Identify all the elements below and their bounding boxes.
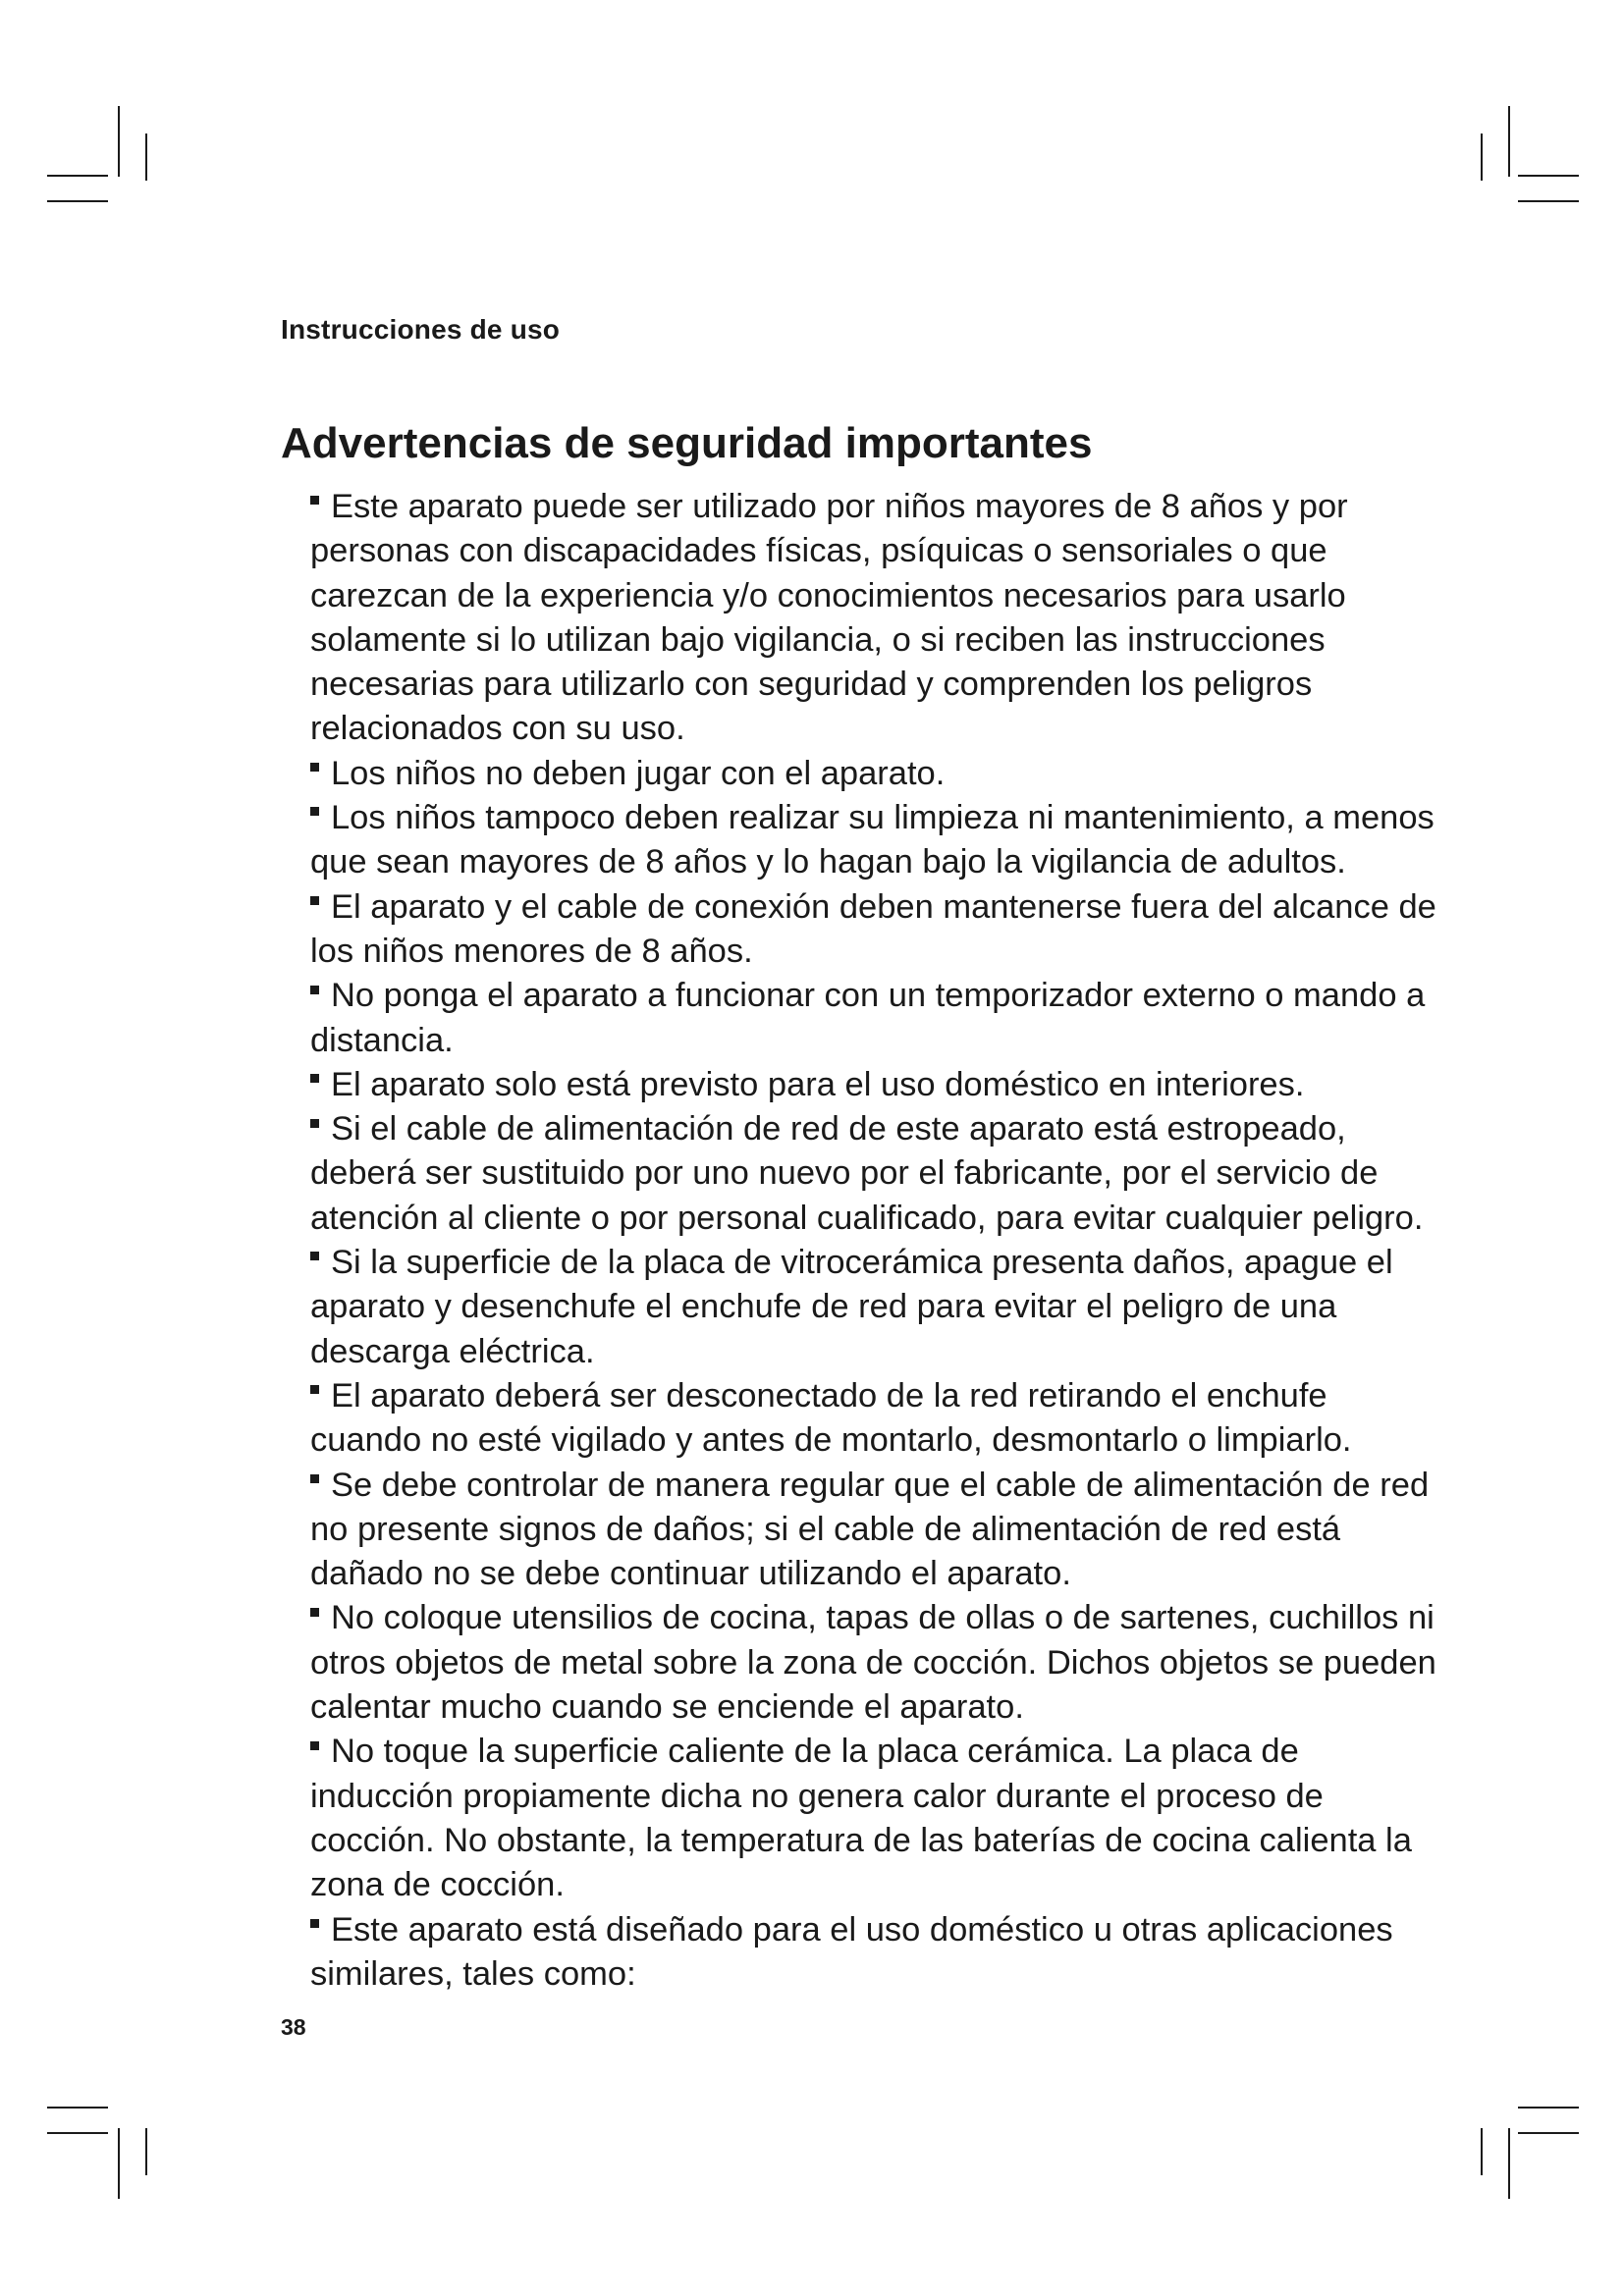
square-bullet-icon	[310, 496, 319, 505]
list-item-text: Los niños tampoco deben realizar su limpieza ni mantenimiento, a menos que sean mayores de 8 años y lo hagan bajo la vigilancia de adultos.	[310, 799, 1435, 881]
list-item	[310, 1730, 1437, 1907]
list-item	[310, 1374, 1437, 1464]
square-bullet-icon	[310, 1474, 319, 1483]
list-item-text: El aparato deberá ser desconectado de la red retirando el enchufe cuando no esté vigilado y antes de montarlo, desmontarlo o limpiarlo.	[310, 1376, 1352, 1460]
square-bullet-icon	[310, 1741, 319, 1750]
square-bullet-icon	[310, 1074, 319, 1083]
square-bullet-icon	[310, 896, 319, 905]
crop-mark	[47, 2107, 108, 2109]
square-bullet-icon	[310, 1385, 319, 1394]
list-item	[310, 1241, 1437, 1374]
list-item	[310, 1464, 1437, 1597]
list-item-text: Si el cable de alimentación de red de este aparato está estropeado, deberá ser sustituido por uno nuevo por el fabricante, por el servicio de atención al cliente o por personal cualificado, para evitar cualquier peligro.	[310, 1110, 1424, 1237]
crop-mark	[1518, 175, 1579, 177]
section-title: Advertencias de seguridad importantes	[281, 419, 1093, 467]
crop-mark	[1481, 2128, 1483, 2175]
square-bullet-icon	[310, 986, 319, 994]
list-item-text: El aparato y el cable de conexión deben mantenerse fuera del alcance de los niños menores de 8 años.	[310, 887, 1436, 970]
crop-mark	[1481, 133, 1483, 181]
crop-mark	[145, 2128, 147, 2175]
crop-mark	[1518, 2132, 1579, 2134]
square-bullet-icon	[310, 763, 319, 772]
list-item-text: Se debe controlar de manera regular que el cable de alimentación de red no presente signos de daños; si el cable de alimentación de red está dañado no se debe continuar utilizando el aparato.	[310, 1466, 1430, 1593]
list-item	[310, 796, 1437, 885]
crop-mark	[118, 106, 120, 177]
list-item-text: Este aparato puede ser utilizado por niños mayores de 8 años y por personas con discapacidades físicas, psíquicas o sensoriales o que carezcan de la experiencia y/o conocimientos necesarios para usarlo solamente si lo utilizan bajo vigilancia, o si reciben las instrucciones necesarias para utilizarlo con seguridad y comprenden los peligros relacionados con su uso.	[310, 488, 1348, 748]
crop-mark	[47, 175, 108, 177]
list-item-text: No toque la superficie caliente de la placa cerámica. La placa de inducción propiamente dicha no genera calor durante el proceso de cocción. No obstante, la temperatura de las baterías de cocina calienta la zona de cocción.	[310, 1733, 1412, 1904]
list-item	[310, 1107, 1437, 1241]
crop-mark	[1518, 2107, 1579, 2109]
square-bullet-icon	[310, 1119, 319, 1128]
list-item-text: Los niños no deben jugar con el aparato.	[331, 754, 946, 792]
square-bullet-icon	[310, 807, 319, 816]
list-item	[310, 1596, 1437, 1730]
list-item-text: No ponga el aparato a funcionar con un temporizador externo o mando a distancia.	[310, 977, 1426, 1059]
crop-mark	[1508, 2128, 1510, 2199]
list-item	[310, 485, 1437, 752]
crop-mark	[47, 200, 108, 202]
crop-mark	[145, 133, 147, 181]
list-item-text: No coloque utensilios de cocina, tapas de ollas o de sartenes, cuchillos ni otros objetos de metal sobre la zona de cocción. Dichos objetos se pueden calentar mucho cuando se enciende el aparato.	[310, 1599, 1436, 1727]
crop-mark	[118, 2128, 120, 2199]
list-item	[310, 1908, 1437, 1998]
running-header: Instrucciones de uso	[281, 314, 561, 345]
list-item-text: El aparato solo está previsto para el uso doméstico en interiores.	[331, 1065, 1305, 1103]
crop-mark	[1508, 106, 1510, 177]
list-item	[310, 1063, 1437, 1107]
square-bullet-icon	[310, 1919, 319, 1928]
page-number: 38	[281, 2014, 306, 2040]
list-item	[310, 885, 1437, 975]
list-item	[310, 974, 1437, 1063]
crop-mark	[1518, 200, 1579, 202]
square-bullet-icon	[310, 1252, 319, 1260]
list-item-text: Si la superficie de la placa de vitrocerámica presenta daños, apague el aparato y desenchufe el enchufe de red para evitar el peligro de una descarga eléctrica.	[310, 1244, 1393, 1370]
square-bullet-icon	[310, 1608, 319, 1617]
safety-warnings-list	[310, 485, 1437, 1997]
crop-mark	[47, 2132, 108, 2134]
list-item	[310, 752, 1437, 796]
list-item-text: Este aparato está diseñado para el uso doméstico u otras aplicaciones similares, tales como:	[310, 1910, 1393, 1993]
